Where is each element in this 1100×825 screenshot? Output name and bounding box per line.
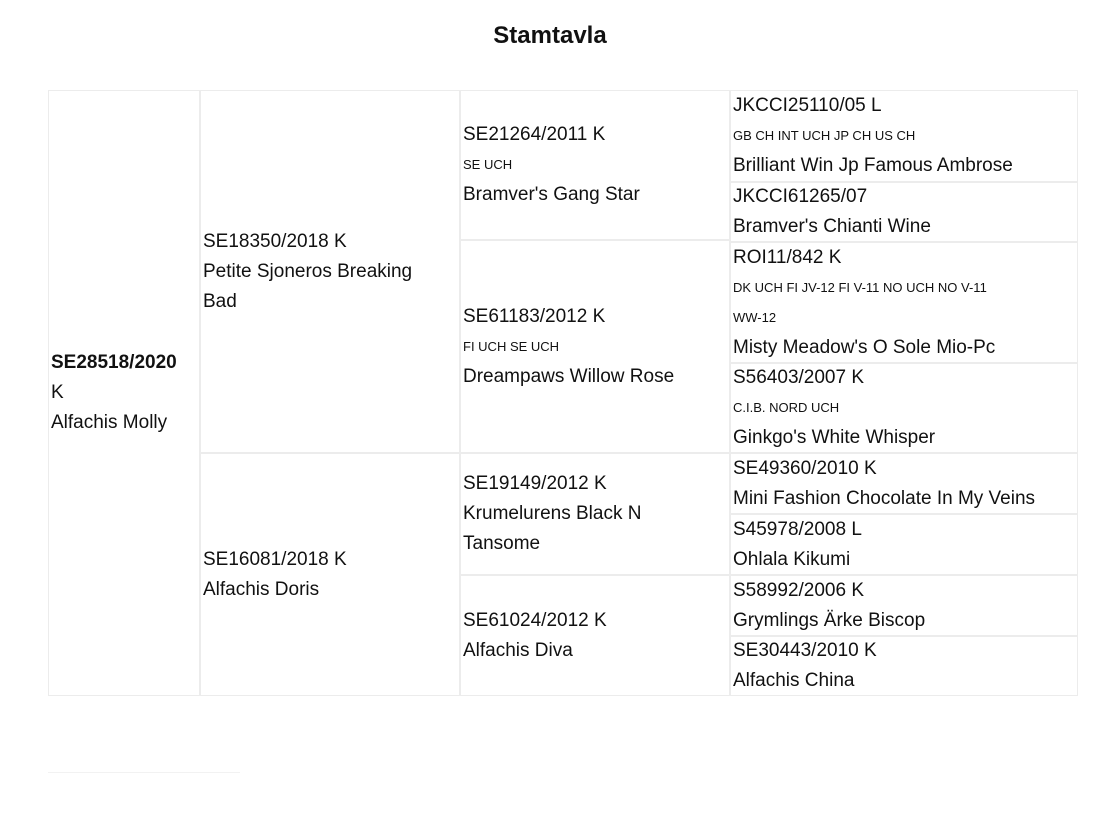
divider — [48, 772, 240, 773]
sds-name: Misty Meadow's O Sole Mio-Pc — [733, 336, 996, 358]
dam-reg: SE16081/2018 K — [203, 548, 347, 570]
ssd-name: Bramver's Chianti Wine — [733, 216, 931, 237]
sire-sire-cell — [460, 90, 730, 240]
sire-dam-titles: FI UCH SE UCH — [463, 338, 560, 354]
subject-cell — [48, 90, 200, 696]
sire-sire-reg: SE21264/2011 K — [463, 124, 606, 145]
subject-reg: SE28518/2020 — [51, 352, 177, 373]
sds-cell — [730, 242, 1078, 363]
dam-dam-cell — [460, 575, 730, 696]
sss-titles: GB CH INT UCH JP CH US CH — [733, 128, 916, 143]
dss-name: Mini Fashion Chocolate In My Veins — [733, 487, 1036, 509]
dam-sire-cell — [460, 453, 730, 575]
dam-dam-reg: SE61024/2012 K — [463, 609, 607, 631]
sire-dam-reg: SE61183/2012 K — [463, 305, 606, 327]
ddd-name: Alfachis China — [733, 670, 855, 691]
sss-cell — [730, 90, 1078, 182]
sds-titles-1: DK UCH FI JV-12 FI V-11 NO UCH NO V-11 — [733, 279, 987, 295]
sds-reg: ROI11/842 K — [733, 246, 842, 268]
sire-name: Petite Sjoneros Breaking Bad — [203, 260, 413, 312]
sds-titles-2: WW-12 — [733, 309, 777, 325]
sire-cell — [200, 90, 460, 453]
dds-name: Grymlings Ärke Biscop — [733, 609, 926, 631]
subject-sex: K — [51, 382, 64, 403]
sire-dam-name: Dreampaws Willow Rose — [463, 365, 675, 387]
sss-reg: JKCCI25110/05 L — [733, 95, 882, 116]
dam-name: Alfachis Doris — [203, 578, 320, 600]
dss-reg: SE49360/2010 K — [733, 457, 877, 479]
sdd-cell — [730, 363, 1078, 453]
subject-name: Alfachis Molly — [51, 412, 168, 433]
dds-reg: S58992/2006 K — [733, 579, 865, 601]
ddd-reg: SE30443/2010 K — [733, 640, 877, 661]
dam-sire-reg: SE19149/2012 K — [463, 473, 607, 494]
ddd-cell — [730, 636, 1078, 696]
dsd-name: Ohlala Kikumi — [733, 548, 851, 570]
dam-dam-name: Alfachis Diva — [463, 639, 573, 661]
sire-dam-cell — [460, 240, 730, 453]
dds-cell — [730, 575, 1078, 636]
dss-cell — [730, 453, 1078, 514]
ssd-reg: JKCCI61265/07 — [733, 186, 868, 207]
sdd-titles: C.I.B. NORD UCH — [733, 400, 840, 415]
dam-sire-name: Krumelurens Black N Tansome — [463, 503, 642, 554]
sire-reg: SE18350/2018 K — [203, 230, 347, 252]
sire-sire-titles: SE UCH — [463, 157, 513, 172]
sss-name: Brilliant Win Jp Famous Ambrose — [733, 155, 1013, 176]
dam-cell — [200, 453, 460, 696]
sdd-reg: S56403/2007 K — [733, 367, 865, 388]
ssd-cell — [730, 182, 1078, 242]
page-title: Stamtavla — [493, 22, 607, 49]
dsd-cell — [730, 514, 1078, 575]
sdd-name: Ginkgo's White Whisper — [733, 427, 936, 448]
dsd-reg: S45978/2008 L — [733, 518, 862, 540]
sire-sire-name: Bramver's Gang Star — [463, 184, 640, 205]
